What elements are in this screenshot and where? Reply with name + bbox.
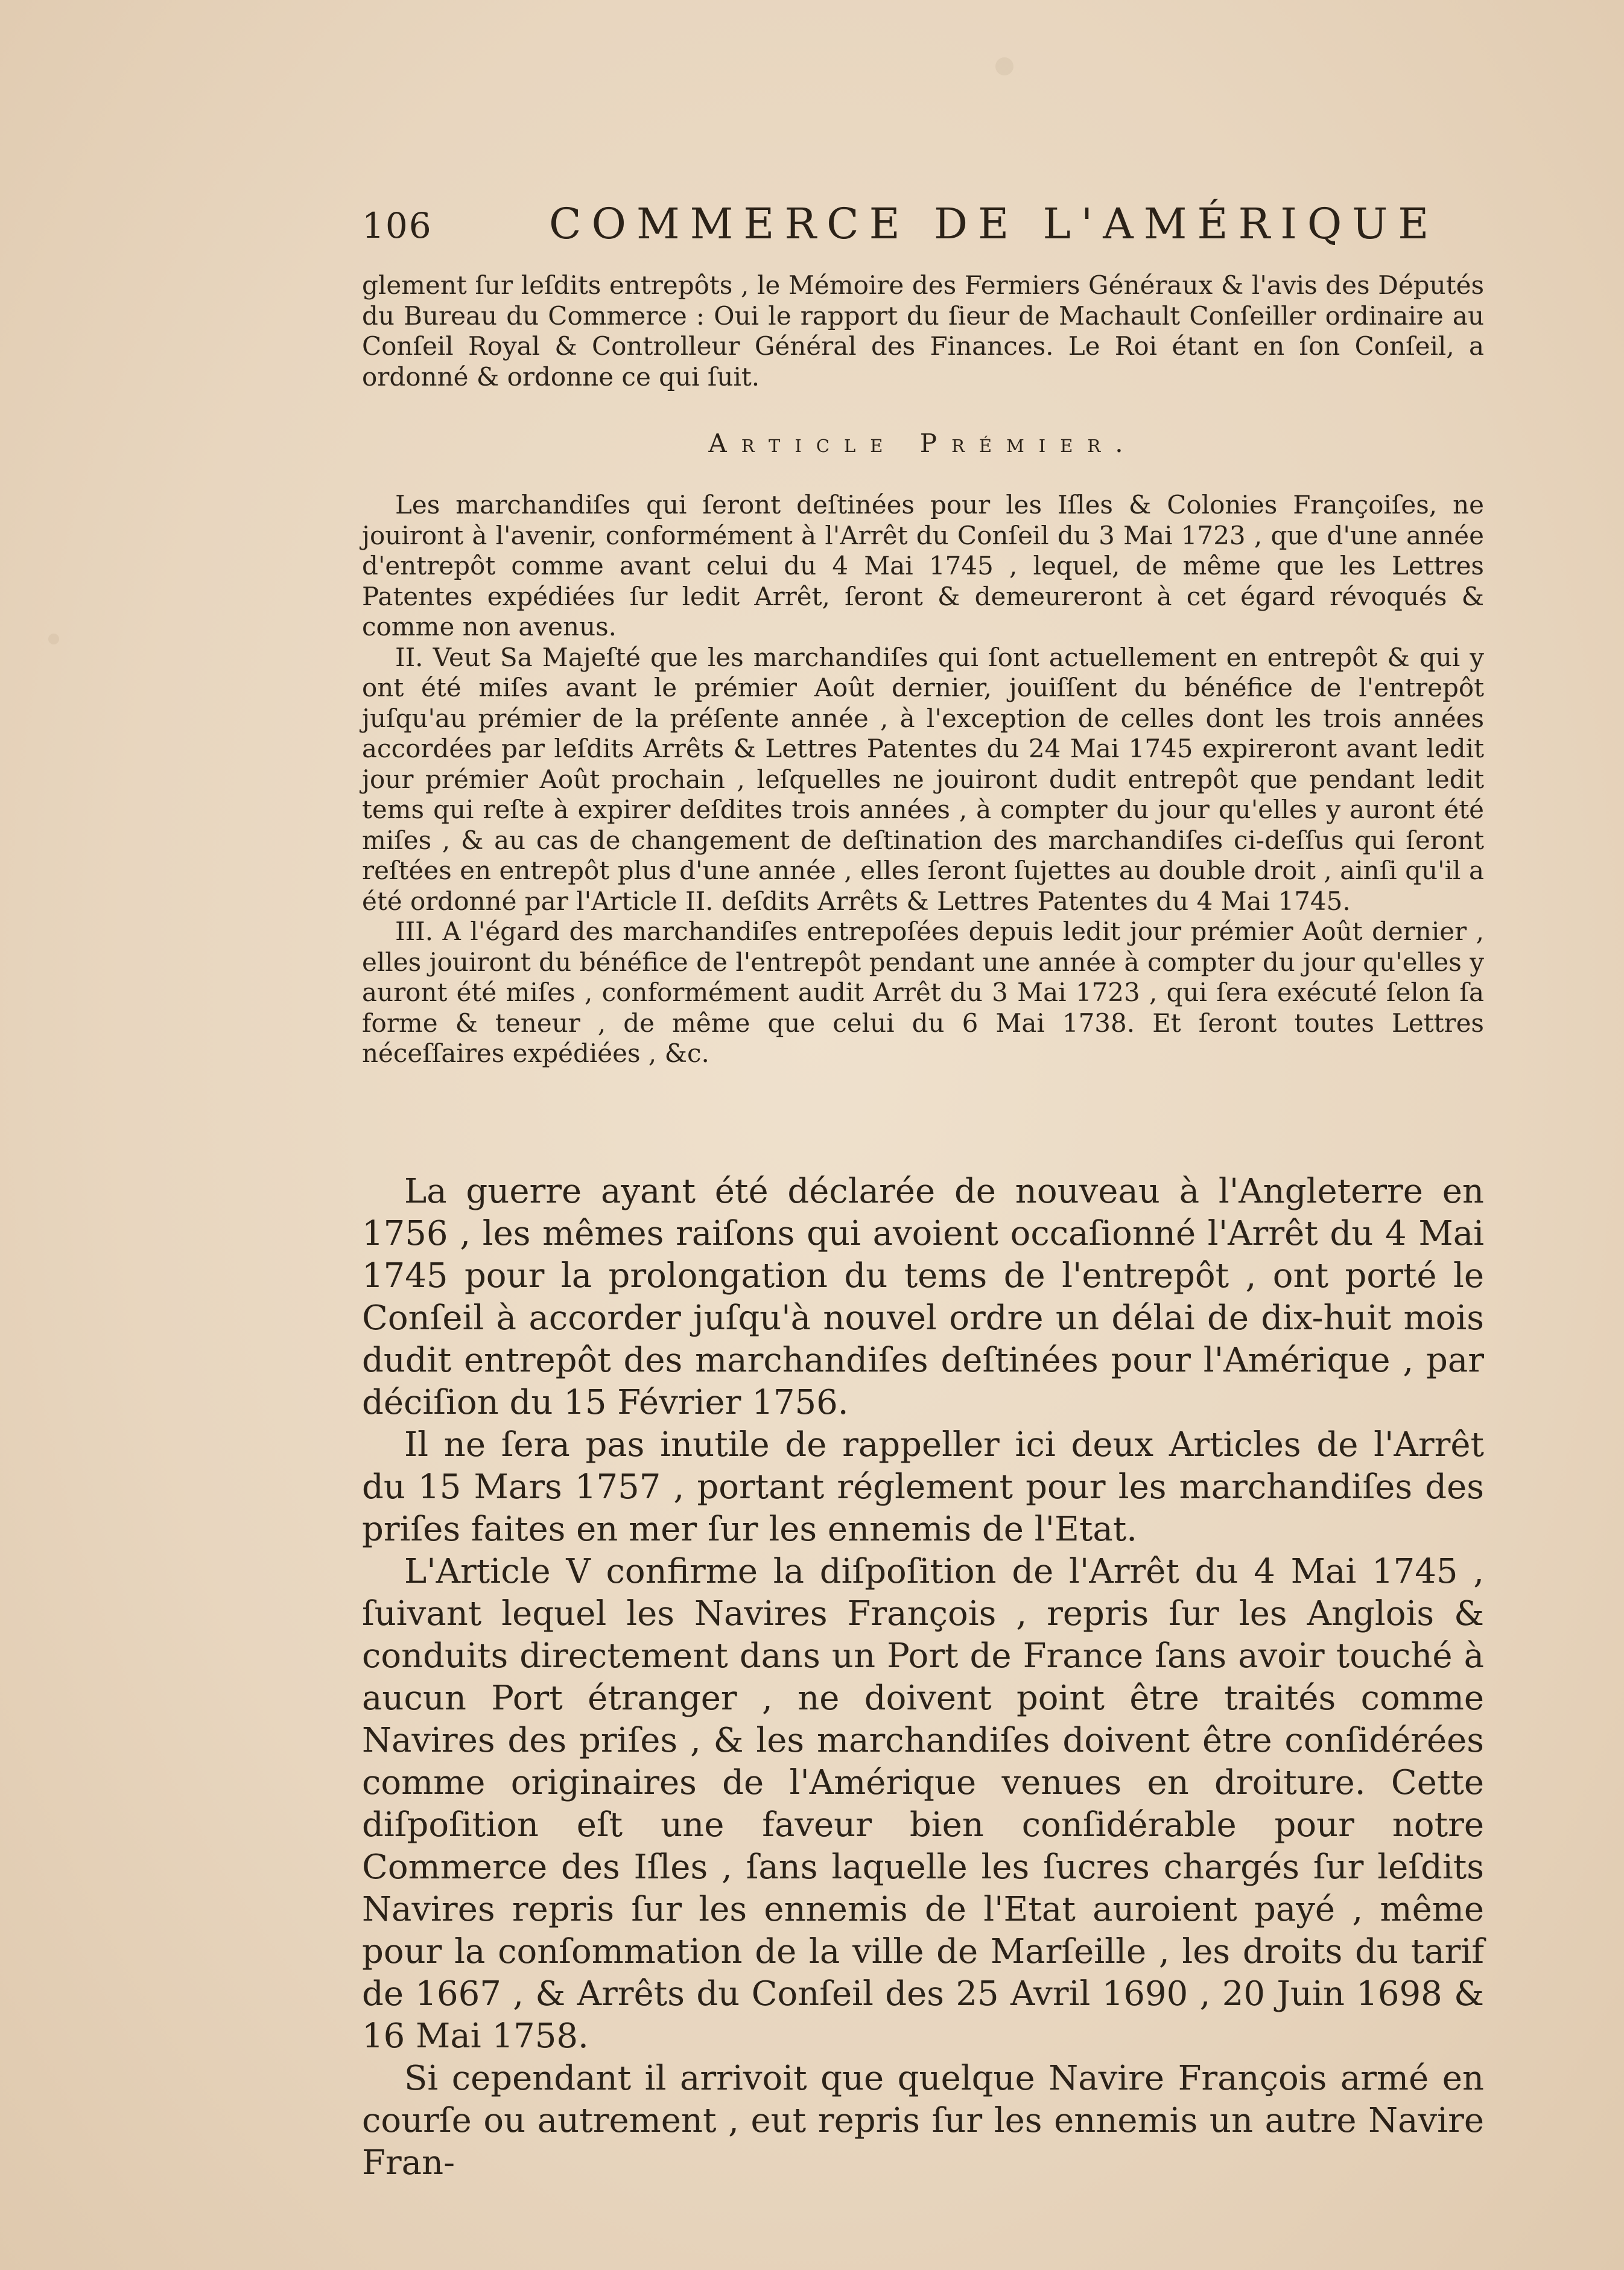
paper-stain [48, 634, 59, 644]
paragraph: Si cependant il arrivoit que quelque Navire François armé en courſe ou autrement , eut repris ſur les ennemis un autre Navire Fran- [362, 2059, 1484, 2183]
article-heading: Article Prémier. [708, 428, 1138, 458]
article-3: III. A l'égard des marchandiſes entrepoſées depuis ledit jour prémier Août dernier , elles jouiront du bénéfice de l'entrepôt pendant une année à compter du jour qu'elles y auront été miſes , conformément audit Arrêt du 3 Mai 1723 , qui ſera exécuté ſelon ſa forme & teneur , de même que celui du 6 Mai 1738. Et ſeront toutes Lettres néceſſaires expédiées , &c. [362, 917, 1484, 1068]
page-header [362, 199, 1439, 253]
paragraph: Il ne ſera pas inutile de rappeller ici deux Articles de l'Arrêt du 15 Mars 1757 , portant réglement pour les marchandiſes des priſes faites en mer ſur les ennemis de l'Etat. [362, 1425, 1484, 1549]
intro-text: glement ſur leſdits entrepôts , le Mémoire des Fermiers Généraux & l'avis des Députés du Bureau du Commerce : Oui le rapport du ſieur de Machault Conſeiller ordinaire au Conſeil Royal & Controlleur Général des Finances. Le Roi étant en ſon Conſeil, a ordonné & ordonne ce qui ſuit. [362, 270, 1484, 392]
page-number: 106 [362, 205, 433, 246]
commentary-block [362, 1171, 1484, 2184]
paragraph: L'Article V confirme la diſpoſition de l'Arrêt du 4 Mai 1745 , ſuivant lequel les Navires François , repris ſur les Anglois & conduits directement dans un Port de France ſans avoir touché à aucun Port étranger , ne doivent point être traités comme Navires des priſes , & les marchandiſes doivent être conſidérées comme originaires de l'Amérique venues en droiture. Cette diſpoſition eſt une faveur bien conſidérable pour notre Commerce des Iſles , ſans laquelle les ſucres chargés ſur leſdits Navires repris ſur les ennemis de l'Etat auroient payé , même pour la conſommation de la ville de Marſeille , les droits du tarif de 1667 , & Arrêts du Conſeil des 25 Avril 1690 , 20 Juin 1698 & 16 Mai 1758. [362, 1552, 1484, 2056]
article-1: Les marchandiſes qui ſeront deſtinées pour les Iſles & Colonies Françoiſes, ne jouiront à l'avenir, conformément à l'Arrêt du Conſeil du 3 Mai 1723 , que d'une année d'entrepôt comme avant celui du 4 Mai 1745 , lequel, de même que les Lettres Patentes expédiées ſur ledit Arrêt, ſeront & demeureront à cet égard révoqués & comme non avenus. [362, 490, 1484, 641]
running-head: COMMERCE DE L'AMÉRIQUE [549, 199, 1439, 249]
paragraph: La guerre ayant été déclarée de nouveau à l'Angleterre en 1756 , les mêmes raiſons qui avoient occaſionné l'Arrêt du 4 Mai 1745 pour la prolongation du tems de l'entrepôt , ont porté le Conſeil à accorder juſqu'à nouvel ordre un délai de dix-huit mois dudit entrepôt des marchandiſes deſtinées pour l'Amérique , par déciſion du 15 Février 1756. [362, 1172, 1484, 1422]
paper-stain [995, 57, 1013, 75]
articles-block [362, 490, 1484, 1069]
intro-paragraph [362, 270, 1484, 392]
article-2: II. Veut Sa Majeſté que les marchandiſes qui ſont actuellement en entrepôt & qui y ont été miſes avant le prémier Août dernier, jouiſſent du bénéfice de l'entrepôt juſqu'au prémier de la préſente année , à l'exception de celles dont les trois années accordées par leſdits Arrêts & Lettres Patentes du 24 Mai 1745 expireront avant ledit jour prémier Août prochain , leſquelles ne jouiront dudit entrepôt que pendant ledit tems qui reſte à expirer deſdites trois années , à compter du jour qu'elles y auront été miſes , & au cas de changement de deſtination des marchandiſes ci-deſſus qui ſeront reſtées en entrepôt plus d'une année , elles ſeront ſujettes au double droit , ainſi qu'il a été ordonné par l'Article II. deſdits Arrêts & Lettres Patentes du 4 Mai 1745. [362, 642, 1484, 916]
